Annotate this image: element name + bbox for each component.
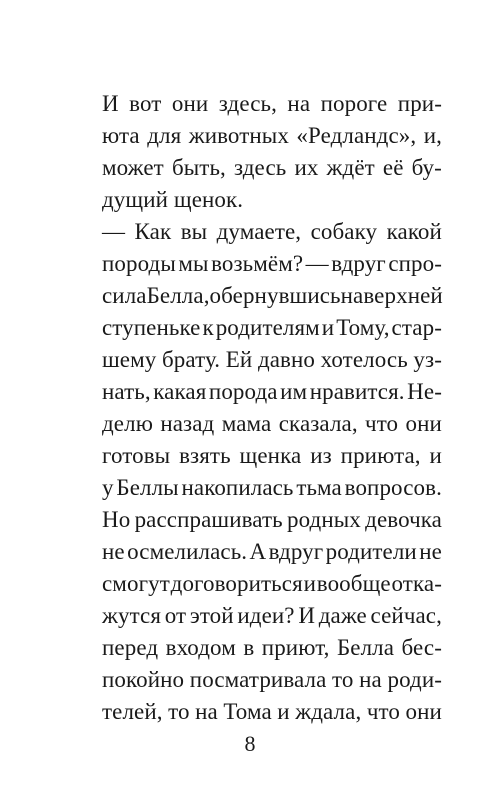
- word: уз-: [413, 347, 442, 372]
- word: взять: [179, 443, 231, 468]
- page-number: 8: [244, 731, 256, 756]
- text-line: [102, 664, 442, 696]
- word: для: [147, 123, 182, 148]
- text-line: [102, 504, 442, 536]
- text-line: [102, 600, 442, 632]
- word: юта: [102, 123, 140, 148]
- word: вот: [129, 91, 162, 116]
- word: и,: [423, 123, 442, 148]
- word: быть,: [171, 155, 226, 180]
- word: А: [249, 539, 267, 564]
- word: на: [359, 667, 382, 692]
- text-line: [102, 216, 442, 248]
- text-line: [102, 440, 442, 472]
- word: возьмём?: [211, 251, 304, 276]
- word: Ей: [225, 347, 253, 372]
- word: не: [102, 539, 125, 564]
- word: ступеньке: [102, 315, 201, 340]
- word: нравится.: [309, 379, 405, 404]
- word: на: [195, 699, 218, 724]
- word: то: [168, 699, 190, 724]
- word: они: [405, 411, 442, 436]
- word: ждала,: [295, 699, 362, 724]
- word: на: [340, 283, 364, 308]
- word: договориться: [170, 571, 303, 596]
- word: какая: [153, 379, 207, 404]
- word: какой: [386, 219, 442, 244]
- word: мама: [221, 411, 272, 436]
- word: И: [102, 91, 119, 116]
- text-line: [102, 280, 442, 312]
- word: приюта,: [340, 443, 421, 468]
- word: вопросов.: [344, 475, 442, 500]
- word: в: [243, 635, 255, 660]
- word: здесь,: [218, 91, 277, 116]
- word: родители: [325, 539, 417, 564]
- word: этой: [189, 603, 234, 628]
- text-line: [102, 248, 442, 280]
- word: идеи?: [237, 603, 295, 628]
- word: вы: [180, 219, 208, 244]
- word: порода: [208, 379, 278, 404]
- word: родителям: [215, 315, 320, 340]
- word: сила: [102, 283, 147, 308]
- word: роди-: [387, 667, 442, 692]
- text-line: [102, 568, 442, 600]
- word: из: [310, 443, 332, 468]
- text-line: [102, 696, 442, 728]
- word: хотелось: [320, 347, 408, 372]
- word: верхней: [363, 283, 443, 308]
- word: бес-: [401, 635, 442, 660]
- word: шему: [102, 347, 157, 372]
- word: расспрашивать: [134, 507, 283, 532]
- word: нать,: [102, 379, 151, 404]
- text-line: [102, 536, 442, 568]
- word: и: [429, 443, 442, 468]
- word: её: [382, 155, 404, 180]
- word: стар-: [391, 315, 442, 340]
- word: то: [332, 667, 354, 692]
- word: породы: [102, 251, 176, 276]
- word: Не-: [407, 379, 442, 404]
- word: и: [321, 315, 335, 340]
- word: покойно: [102, 667, 185, 692]
- word: —: [102, 219, 126, 244]
- word: девочка: [365, 507, 442, 532]
- word: Беллы: [116, 475, 179, 500]
- word: входом: [165, 635, 236, 660]
- text-line: [102, 632, 442, 664]
- word: спро-: [388, 251, 442, 276]
- word: делю: [102, 411, 153, 436]
- word: мы: [178, 251, 209, 276]
- text-line: [102, 376, 442, 408]
- text-line: [102, 152, 442, 184]
- word: Тома: [223, 699, 272, 724]
- word: вдруг: [268, 539, 324, 564]
- word: думаете,: [216, 219, 302, 244]
- word: тьма: [296, 475, 342, 500]
- word: давно: [257, 347, 316, 372]
- word: Белла: [336, 635, 395, 660]
- word: вдруг: [331, 251, 386, 276]
- word: вообще: [316, 571, 391, 596]
- word: животных: [188, 123, 289, 148]
- word: брату.: [162, 347, 221, 372]
- word: ждёт: [326, 155, 375, 180]
- word: осмелилась.: [127, 539, 248, 564]
- word: приют,: [261, 635, 330, 660]
- word: на: [287, 91, 311, 116]
- word: пороге: [320, 91, 388, 116]
- text-line: дущий щенок.: [102, 187, 244, 212]
- text-line: [102, 88, 442, 120]
- text-line: [102, 472, 442, 504]
- word: посматривала: [189, 667, 327, 692]
- word: собаку: [310, 219, 378, 244]
- word: жутся: [102, 603, 162, 628]
- body-text: [102, 88, 442, 728]
- word: телей,: [102, 699, 163, 724]
- word: назад: [160, 411, 215, 436]
- word: перед: [102, 635, 159, 660]
- word: что: [366, 699, 400, 724]
- word: даже: [318, 603, 367, 628]
- word: сейчас,: [370, 603, 442, 628]
- word: и: [277, 699, 290, 724]
- word: Но: [102, 507, 131, 532]
- word: Белла,: [146, 283, 210, 308]
- text-line: [102, 344, 442, 376]
- word: родных: [287, 507, 361, 532]
- word: щенка: [239, 443, 302, 468]
- word: «Редландс»,: [296, 123, 417, 148]
- word: здесь: [233, 155, 287, 180]
- word: смогут: [102, 571, 170, 596]
- word: Тому,: [336, 315, 390, 340]
- word: готовы: [102, 443, 171, 468]
- text-line: [102, 120, 442, 152]
- word: они: [171, 91, 209, 116]
- word: у: [102, 475, 114, 500]
- word: им: [280, 379, 308, 404]
- word: обернувшись: [209, 283, 341, 308]
- word: что: [365, 411, 399, 436]
- word: И: [298, 603, 316, 628]
- word: к: [202, 315, 214, 340]
- word: может: [102, 155, 164, 180]
- word: бу-: [411, 155, 442, 180]
- word: Как: [134, 219, 172, 244]
- word: накопилась: [181, 475, 294, 500]
- word: при-: [397, 91, 442, 116]
- word: —: [305, 251, 329, 276]
- word: их: [294, 155, 319, 180]
- text-line: [102, 408, 442, 440]
- word: они: [405, 699, 442, 724]
- word: и: [303, 571, 316, 596]
- word: не: [419, 539, 442, 564]
- word: сказала,: [278, 411, 358, 436]
- word: отка-: [391, 571, 442, 596]
- word: от: [164, 603, 187, 628]
- text-line: [102, 312, 442, 344]
